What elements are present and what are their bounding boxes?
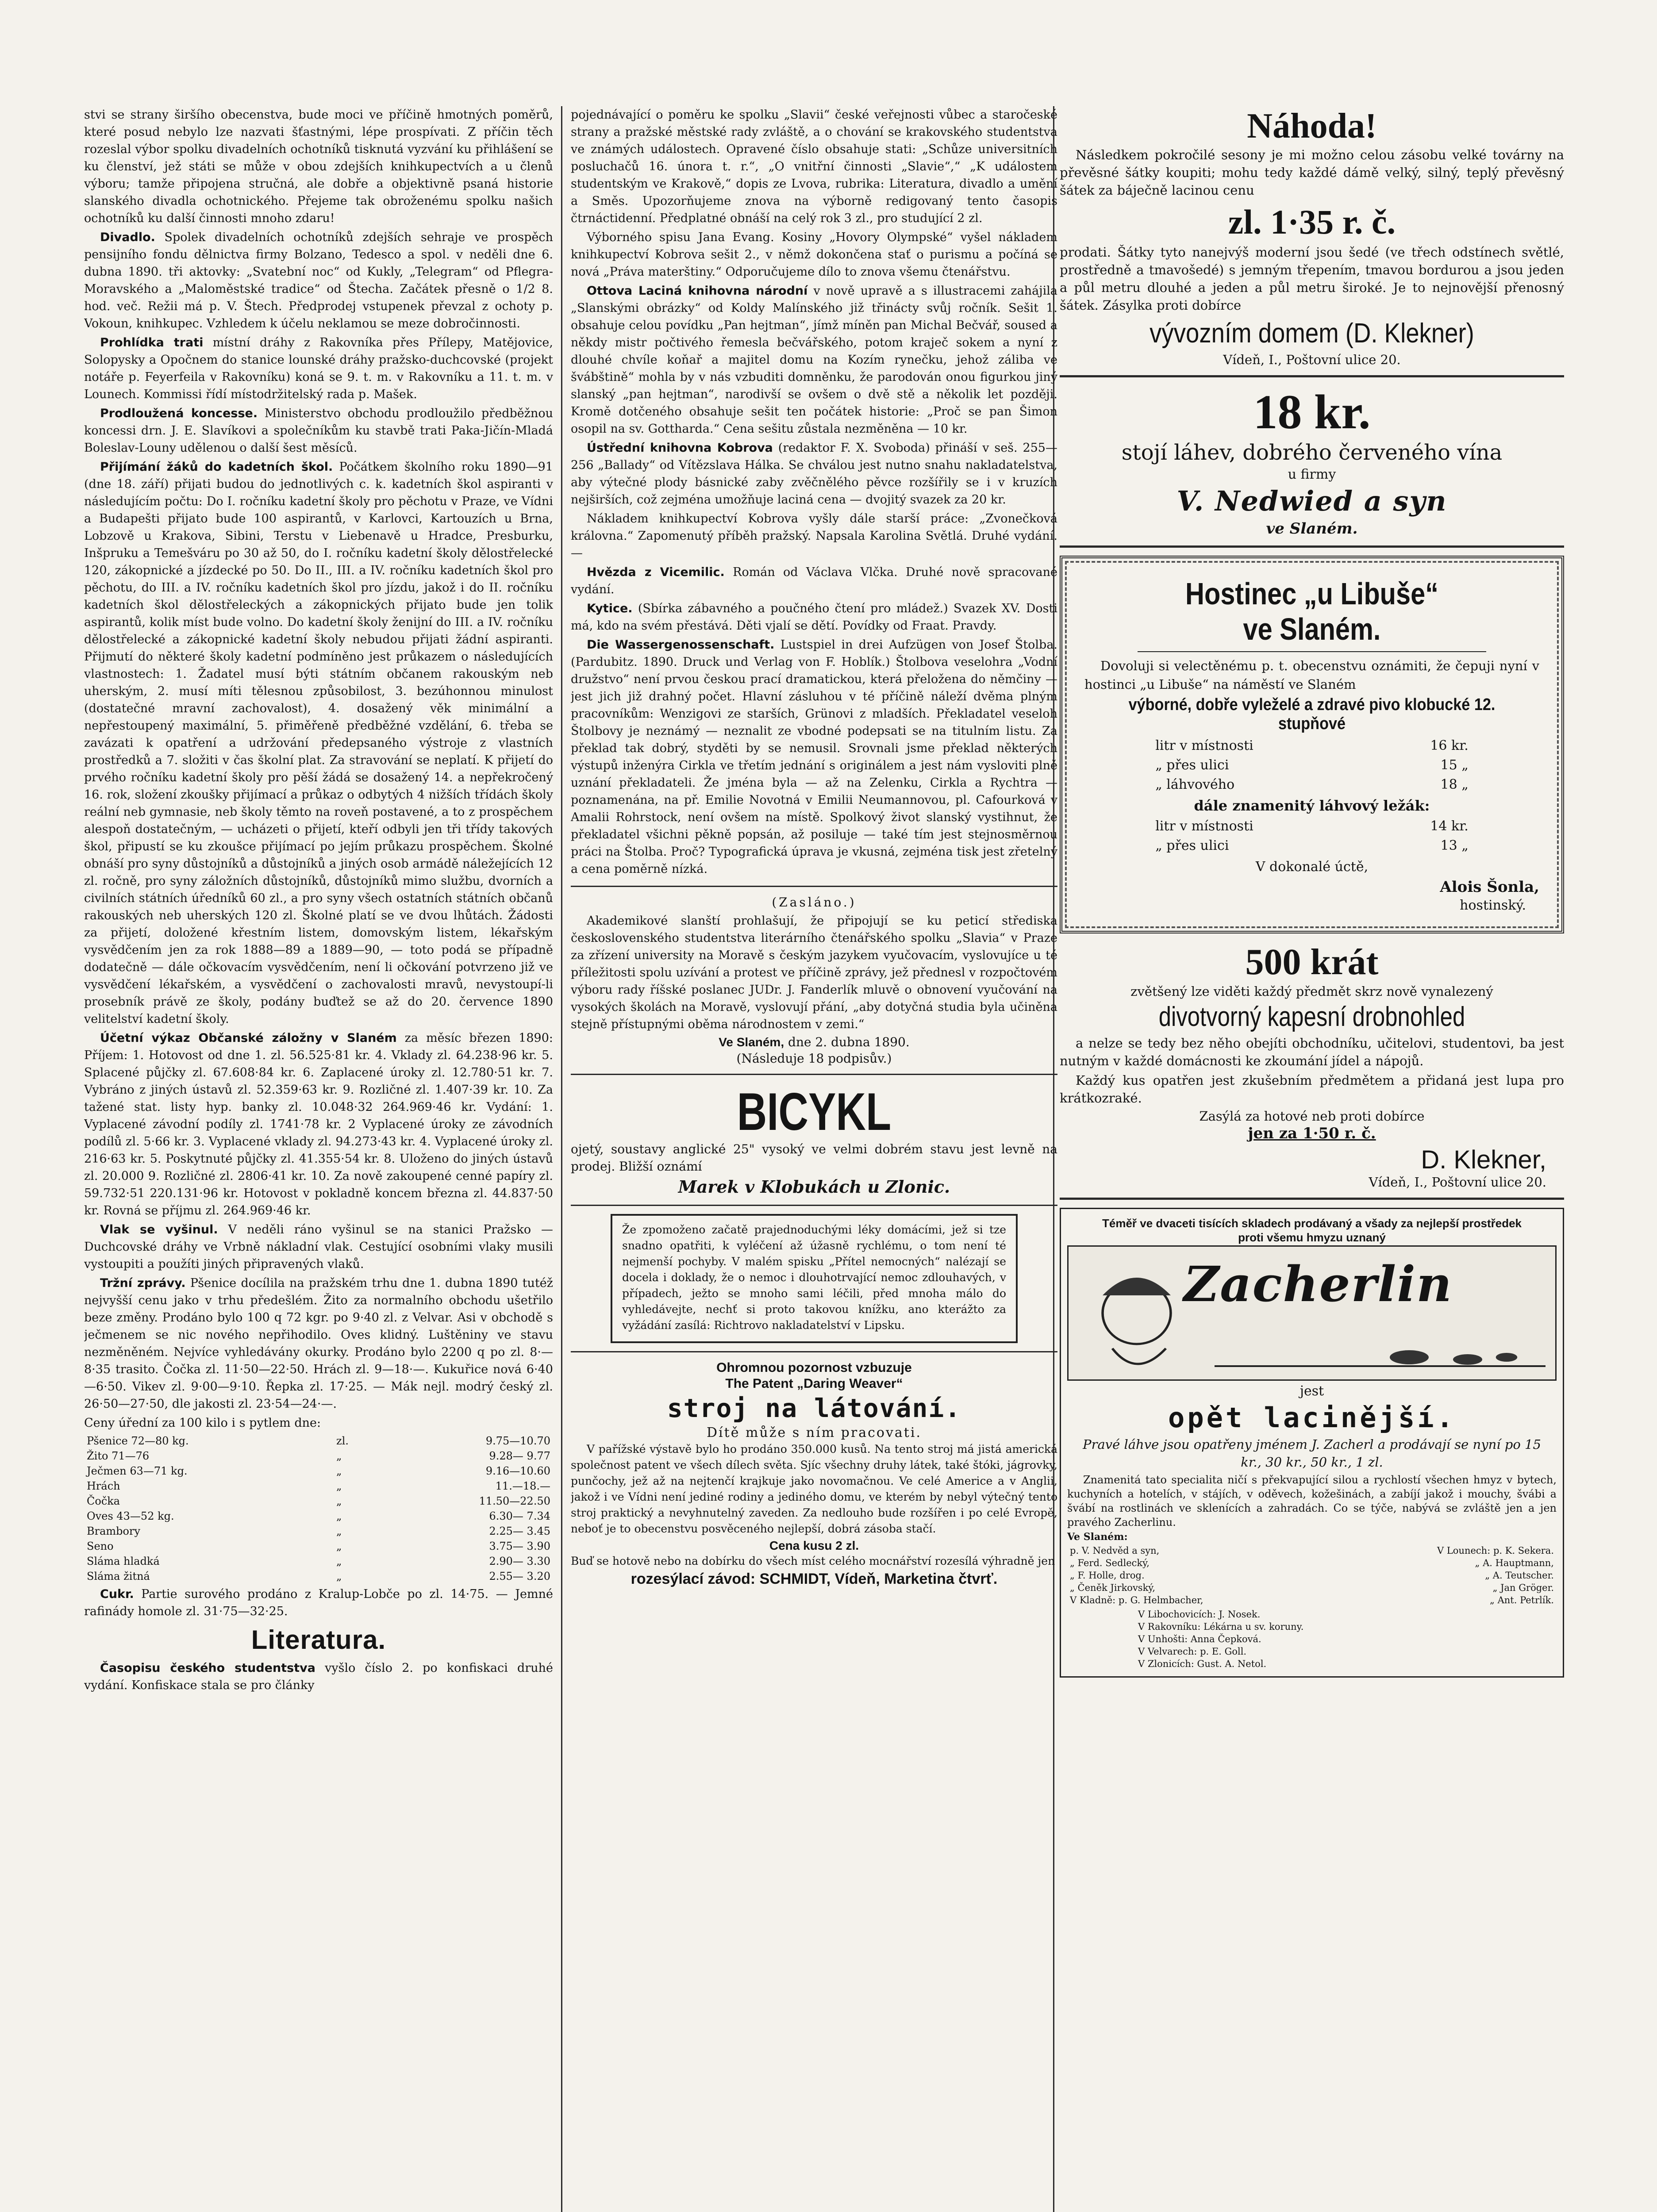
article-heading: Die Wassergenossenschaft. xyxy=(587,638,775,652)
article-heading: Cukr. xyxy=(100,1587,134,1601)
libuse-price-row-cell: 13 „ xyxy=(1440,838,1469,853)
price-row-cell: „ xyxy=(336,1540,342,1552)
wine-ad xyxy=(1060,385,1564,538)
price-row xyxy=(84,1569,553,1584)
article-body: Ministerstvo obchodu prodloužilo předběžnou koncessi drn. J. E. Slavíkovi a společníkům ku stavbě trati Paka-Jičín-Mladá Boleslav-Louny udělenou o další šest měsíců. xyxy=(84,407,553,455)
column-middle xyxy=(571,106,1057,2212)
libuse-price-table-2 xyxy=(1153,817,1471,856)
divider xyxy=(571,1074,1057,1075)
vendor-row-cell: „ Čeněk Jirkovský, xyxy=(1070,1582,1156,1593)
nahoda-title: Náhoda! xyxy=(1247,107,1377,146)
article-heading: Ottova Laciná knihovna národní xyxy=(587,284,808,298)
article-ottova xyxy=(571,282,1057,438)
zaslano-date xyxy=(571,1035,1057,1049)
zacherlin-vendors xyxy=(1067,1544,1557,1606)
daring-intro: Ohromnou pozornost vzbuzuje xyxy=(716,1360,912,1375)
libuse-title-2: ve Slaném. xyxy=(1243,612,1381,646)
price-row-cell: Pšenice 72—80 kg. xyxy=(87,1435,189,1447)
article-text: stvi se strany širšího obecenstva, bude moci ve příčině hmotných poměrů, které posud nebylo lze nazvati šťastnými, lépe prospívati. Z příčin těch rozeslal výbor spolku divadelních ochotníků tisknutá vyzvání ku přihlášení se ku členství, jež státi se může v obou zdejších knihkupectvích a u členů výboru; tamže připojena stručná, ale dobře a objektivně psaná historie slanského divadla ochotnického. Přejeme tak obroženému spolku našich ochotníků ku další činnosti mnoho zdaru! xyxy=(84,108,553,225)
vendor-row-cell: „ Ant. Petrlík. xyxy=(1490,1595,1554,1605)
price-table xyxy=(84,1433,553,1584)
libuse-ad xyxy=(1060,556,1564,933)
microscope-title: 500 krát xyxy=(1245,941,1379,983)
price-row-cell: Ječmen 63—71 kg. xyxy=(87,1465,188,1477)
microscope-text-3: Každý kus opatřen jest zkušebním předmětem a přidaná jest lupa pro krátkozraké. xyxy=(1060,1073,1564,1106)
article-body: V neděli ráno vyšinul se na stanici Pražsko — Duchcovské dráhy ve Vrbně nákladní vlak. Cestující osobními vlaky musili vystoupiti a použíti jiných připravených vlaků. xyxy=(84,1223,553,1271)
libuse-price-row-cell: 14 kr. xyxy=(1430,818,1469,834)
column-left xyxy=(84,106,553,2212)
divider xyxy=(571,1205,1057,1206)
daring-title: stroj na látování. xyxy=(667,1393,961,1423)
price-row-cell: 9.16—10.60 xyxy=(485,1465,550,1477)
article-heading: Účetní výkaz Občanské záložny v Slaném xyxy=(100,1031,397,1045)
price-row-cell: 9.75—10.70 xyxy=(485,1435,550,1447)
article-ustredni xyxy=(571,439,1057,508)
zaslano-text: Akademikové slanští prohlašují, že připojují se ku peticí střediska československého studentstva literárního čtenářského spolku „Slavia“ v Praze za zřízení university na Moravě s českým jazykem vyučovacím, vyslovujíce u té příležitosti spolu uzívání a protest ve příčině zprávy, jež přednesl v rozpočtovém výboru rady říšské poslanec JUDr. J. Fanderlík mluvě o obnovení vyučování na vysokých školách na Moravě, vyslovují přání, „aby dotyčná studia byla učiněna stejně přístupnými oběma národnostem v zemi.“ xyxy=(571,914,1057,1031)
beetle-icon xyxy=(1390,1350,1429,1364)
price-row-cell: „ xyxy=(336,1480,342,1492)
turban-icon xyxy=(1103,1278,1171,1295)
article-trzni xyxy=(84,1275,553,1413)
price-row xyxy=(84,1494,553,1509)
leipzig-ad xyxy=(611,1214,1018,1343)
article-heading: Prohlídka trati xyxy=(100,336,204,349)
price-row-cell: Brambory xyxy=(87,1525,141,1537)
daring-order: Buď se hotově nebo na dobírku do všech míst celého mocnářství rozesílá výhradně jen xyxy=(571,1555,1055,1567)
article-prohlidka xyxy=(84,334,553,403)
divider xyxy=(1060,375,1564,377)
libuse-lezak: dále znamenitý láhvový ležák: xyxy=(1194,797,1430,814)
article-heading: Tržní zprávy. xyxy=(100,1276,186,1290)
price-row-cell: Oves 43—52 kg. xyxy=(87,1510,174,1522)
article-body: Partie surového prodáno z Kralup-Lobče po zl. 14·75. — Jemné rafinády homole zl. 31·75—32·25. xyxy=(84,1587,553,1618)
article-body: vyšlo číslo 2. po konfiskaci druhé vydání. Konfiskace stala se pro články xyxy=(84,1661,553,1692)
price-row-cell: 2.90— 3.30 xyxy=(489,1555,550,1567)
libuse-price-row xyxy=(1153,836,1471,856)
price-row-cell: Seno xyxy=(87,1540,114,1552)
zaslano-place: Ve Slaném, xyxy=(719,1035,784,1049)
daring-name: The Patent „Daring Weaver“ xyxy=(725,1376,903,1391)
article-heading: Vlak se vyšinul. xyxy=(100,1223,218,1237)
libuse-price-row-cell: „ přes ulici xyxy=(1155,757,1229,773)
zaslano-title: (Zasláno.) xyxy=(772,895,857,910)
divider xyxy=(1138,651,1486,652)
vendor-row xyxy=(1067,1557,1557,1569)
libuse-closing: V dokonalé úctě, xyxy=(1255,859,1369,875)
article-heading: Časopisu českého studentstva xyxy=(100,1661,315,1675)
libuse-price-row-cell: „ přes ulici xyxy=(1155,838,1229,853)
beetle-icon xyxy=(1496,1353,1517,1362)
nahoda-price: zl. 1·35 r. č. xyxy=(1228,203,1396,241)
wine-firm-pre: u firmy xyxy=(1288,467,1336,482)
zacherlin-logo: Zacherlin xyxy=(1184,1256,1453,1313)
price-row-cell: „ xyxy=(336,1450,342,1462)
nahoda-address: Vídeň, I., Poštovní ulice 20. xyxy=(1223,352,1401,367)
article-text: pojednávající o poměru ke spolku „Slavii“ české veřejnosti vůbec a staročeské strany a pražské městské rady zvláště, a o chování se krakovského studentstva ve známých událostech. Opravené číslo obsahuje stati: „Schůze universitních posluchačů 16. února t. r.“, „O vnitřní činnosti „Slavie“,“ „K událostem studentským ve Krakově,“ dopis ze Lvova, rubrika: Literatura, divadlo a umění a Směs. Upozorňujeme znova na výborně redigovaný tento časopis čtrnáctidenní. Předplatné obnáší na celý rok 3 zl., pro studující 2 zl. xyxy=(571,108,1057,225)
libuse-price-row-cell: 18 „ xyxy=(1440,777,1469,792)
divider xyxy=(1060,545,1564,548)
article-body: (redaktor F. X. Svoboda) přináší v seš. 255—256 „Ballady“ od Vítězslava Hálka. Se chválou jest nutno snahu nakladatelstva, aby výtečné plody básnické zaby zvěčnělého pěvce rozšířily se i v kruzích nejširších, což zejména umožňuje laciná cena — dvojitý svazek za 20 kr. xyxy=(571,441,1057,507)
article-prijimani xyxy=(84,458,553,1028)
price-row-cell: Sláma žitná xyxy=(87,1570,150,1582)
article-hvezda xyxy=(571,564,1057,598)
libuse-price-row xyxy=(1153,756,1471,775)
bicykl-seller: Marek v Klobukách u Zlonic. xyxy=(678,1177,950,1197)
price-row-cell: „ xyxy=(336,1555,342,1567)
article-divadlo xyxy=(84,229,553,332)
vendor-item: V Zlonicích: Gust. A. Netol. xyxy=(1138,1659,1267,1669)
article-koncesse xyxy=(84,405,553,457)
article-heading: Prodloužená koncesse. xyxy=(100,407,258,420)
libuse-role: hostinský. xyxy=(1460,898,1526,913)
price-row-cell: „ xyxy=(336,1465,342,1477)
zacherlin-vendors-2 xyxy=(1138,1608,1557,1670)
zacherlin-ad xyxy=(1060,1208,1564,1678)
divider xyxy=(1060,1198,1564,1200)
microscope-text-2: a nelze se tedy bez něho obejíti obchodníku, učitelovi, studentovi, ba jest nutným v každé domácnosti ke zkoumání jídel a nápojů. xyxy=(1060,1036,1564,1068)
beetle-icon xyxy=(1453,1354,1482,1365)
leipzig-ad-text: Že zpomoženo začatě prajednoduchými léky domácími, jež si tze snadno opatřiti, k vyléčení až úžasně rychlému, o tom není té nejmenší pochyby. V malém spisku „Přítel nemocných“ nalézají se docela i doklady, že o nemoc i dlouhotrvající nemoc zdlouhavých, v případech, ježto se mnoho sami léčili, před mnoha málo do vyhledávejte, nechť si proto takovou knížku, ano kterážto za vyžádání zasílá: Richtrovo nakladatelství v Lipsku. xyxy=(622,1223,1006,1332)
article-wasser xyxy=(571,636,1057,878)
bicykl-ad xyxy=(571,1083,1057,1197)
vendor-row-cell: V Kladně: p. G. Helmbacher, xyxy=(1070,1595,1203,1605)
price-row xyxy=(84,1539,553,1554)
article-text: Výborného spisu Jana Evang. Kosiny „Hovory Olympské“ vyšel nákladem knihkupectví Kobrova sešit 2., v němž dokončena stať o purismu a počíná se nová „Práva materštiny.“ Odporučujeme dílo to znova všemu čtenářstvu. xyxy=(571,230,1057,279)
price-row-cell: 2.25— 3.45 xyxy=(489,1525,550,1537)
zacherlin-vendors-intro: Ve Slaném: xyxy=(1067,1531,1128,1543)
price-row-cell: zl. xyxy=(336,1435,349,1447)
price-row-cell: 11.50—22.50 xyxy=(479,1495,550,1507)
article-heading: Kytice. xyxy=(587,602,633,615)
microscope-text: zvětšený lze viděti každý předmět skrz nově vynalezený xyxy=(1130,984,1493,999)
vendor-row-cell: p. V. Nedvěd a syn, xyxy=(1070,1545,1160,1556)
vendor-row-cell: „ Ferd. Sedlecký, xyxy=(1070,1558,1150,1568)
libuse-price-row-cell: litr v místnosti xyxy=(1155,738,1253,753)
libuse-price-row-cell: 15 „ xyxy=(1440,757,1469,773)
daring-firm: rozesýlací závod: SCHMIDT, Vídeň, Marketina čtvrť. xyxy=(631,1571,998,1587)
divider xyxy=(571,886,1057,887)
article-body: Pšenice docílila na pražském trhu dne 1. dubna 1890 tutéž nejvyšší cenu jako v trhu předešlém. Žito za normalního obchodu ušetřilo beze změny. Prodáno bylo 100 q 72 kgr. po 9·40 zl. z Velvar. Asi v obchodě s ječmenem se nic nového nepřihodilo. Oves klidný. Luštěniny ve stavu nezměněném. Nejvíce vyhledávány okurky. Prodáno bylo 2200 q po zl. 8·— 8·35 trasito. Čočka zl. 11·50—22·50. Hrách zl. 9—18·—. Kukuřice nová 6·40—6·50. Vikev zl. 9·00—9·10. Řepka zl. 17·25. — Mák nejl. modrý český zl. 26·50—27·50, dle jakosti zl. 23·54—24·—. xyxy=(84,1276,553,1411)
nahoda-ad xyxy=(1060,106,1564,367)
article-body: Lustspiel in drei Aufzügen von Josef Štolba. (Pardubitz. 1890. Druck und Verlag von F. Hoblík.) Štolbova veselohra „Vodní družstvo“ není prvou českou prací dramatickou, která přeložena do němčiny — jest jich již drahný počet. Hlavní zásluhou v té příčině náleží dvěma plným pracovníkům: Wenzigovi ze starších, Grünovi z mladších. Překladatel veseloh Štolbovy je neznámý — neznalit ze vbodné podepsati se na titulním listu. Za překlad tak dobrý, styděti by se nemusil. Srovnali jsme překlad některých výstupů inženýra Cirkla ve třetím jednání s originálem a jest nám vysloviti plně uznání překladateli. Že jména byla — až na Zelenku, Cirkla a Rychtra — poznamenána, na př. Emilie Novotná v Emilii Neumannovou, pl. Cafourková v Amalii Rohrstock, není ovšem na místě. Spolkový život slanský vystihnut, že překladatel všichni pěkně popsán, až posiluje — také tím jest stejnosměrnou práci na Štolba. Proč? Typografická úprava je vkusná, zejména tisk jest zřetelný a cena poměrně nízká. xyxy=(571,638,1057,876)
libuse-price-row xyxy=(1153,817,1471,836)
article-heading: Přijímání žáků do kadetních škol. xyxy=(100,460,333,474)
article-body: místní dráhy z Rakovníka přes Přílepy, Matějovice, Solopysky a Opočnem do stanice lounské dráhy pražsko-duchcovské (projekt notáře p. Feyerfeila v Rakovníku) koná se 9. t. m. v Rakovníku a 11. t. m. v Lounech. Kommissi řídí místodržitelský rada p. Mašek. xyxy=(84,336,553,401)
vendor-row-cell: „ A. Hauptmann, xyxy=(1475,1558,1554,1568)
article-heading: Hvězda z Vicemilic. xyxy=(587,565,725,579)
zacherlin-cheap: opět lacinější. xyxy=(1168,1402,1456,1434)
price-row xyxy=(84,1524,553,1539)
zacherlin-banner xyxy=(1067,1245,1557,1381)
price-row xyxy=(84,1509,553,1524)
vendor-row xyxy=(1067,1544,1557,1557)
bicykl-text: ojetý, soustavy anglické 25" vysoký ve velmi dobrém stavu jest levně na prodej. Bližší oznámí xyxy=(571,1142,1057,1174)
article-body: Román od Václava Vlčka. Druhé nově spracované vydání. xyxy=(571,565,1057,596)
price-row-cell: 3.75— 3.90 xyxy=(489,1540,550,1552)
article-casopis xyxy=(84,1659,553,1694)
article-body: v nově upravě a s illustracemi zahájila „Slanskými obrázky“ od Koldy Malínského již třinácty svůj ročník. Sešit 1. obsahuje celou povídku „Pan hejtman“, jímž míněn pan Michal Bečvář, soused a někdy mistr počtivého řemesla bečvářského, potom kraječ sokem a nyní z dlouhé chvíle koňař a majitel domu na Kozím rynečku, jehož záliba ve švábštině“ mohla by v nás vzbuditi domněnku, že parodován onou figurkou jiný slanský „pan hejtman“, narodivší se ovšem o dvě stě a několik let později. Kromě dotčeného obsahuje sešit ten počátek historie: „Proč se pan Šimon osopil na sv. Gottharda.“ Cena sešitu zůstala nezměněna — 10 kr. xyxy=(571,284,1057,436)
daring-weaver-ad xyxy=(571,1360,1057,1588)
libuse-price-row xyxy=(1153,775,1471,795)
article-heading: Ústřední knihovna Kobrova xyxy=(587,441,773,455)
price-row-cell: Čočka xyxy=(87,1495,120,1507)
article-vlak xyxy=(84,1221,553,1273)
article-body: (Sbírka zábavného a poučného čtení pro mládež.) Svazek XV. Dosti má, kdo na svém přestává. Děti vjalí se dětí. Povídky od Fraat. Pravdy. xyxy=(571,602,1057,633)
microscope-address: Vídeň, I., Poštovní ulice 20. xyxy=(1369,1175,1546,1190)
column-right xyxy=(1060,106,1564,2212)
price-row-cell: Hrách xyxy=(87,1480,120,1492)
column-rule xyxy=(561,106,562,2212)
divider xyxy=(571,1351,1057,1352)
wine-price: 18 kr. xyxy=(1253,385,1371,439)
wine-firm: V. Nedwied a syn xyxy=(1176,485,1447,517)
microscope-firm: D. Klekner, xyxy=(1421,1145,1546,1174)
bicykl-title: BICYKL xyxy=(737,1082,892,1141)
article-body: Počátkem školního roku 1890—91 (dne 18. září) přijati budou do jednotlivých c. k. kadetních škol aspiranti v následujícím počtu: Do I. ročníku kadetní školy pro pěchotu v Praze, ve Vídni a Budapešti přijato bude 100 aspirantů, v Karlovci, Kartouzích u Brna, Lobzově u Krakova, Sibini, Terstu v Liebenavě u Hradce, Presburku, Inšpruku a Temešváru po 30 až 50, do I. ročníku kadetní školy dělostřelecké 120, zákopnické a jízdecké po 50. Do II., III. a IV. ročníku kadetních škol pro pěchotu, do III. a IV. ročníku kadetních škol pro jízdu, jakož i do II. ročníku kadetních škol dělostřeleckých a zákopnických přijato bude jen tolik aspirantů, kolik míst bude volno. Do kadetní školy ženijní do III. a IV. ročníku dělostřelecké a zákopnické kadetní školy nebudou přijati žádní aspiranti. Přijmutí do některé školy kadetní podmíněno jest průkazem o následujících vlastnostech: 1. Žadatel musí býti státním občanem rakouským neb uherským, 2. musí míti tělesnou způsobilost, 3. bezúhonnou minulost (dostatečné mravní zachovalost), 4. dosažený věk minimální a nepřestoupený maximální, 5. přiměřeně předběžné vzdělání, 6. třeba se zavázati k opatření a udržování předepsaného výstroje z vlastních prostředků a 7. složiti v čas školní plat. Za stravování se neplatí. K přijetí do prvého ročníku kadetní školy pro pěší žádá se dosažený 14. a nepřekročený 16. rok, složení zkoušky přijímací a průkaz o odbytých 4 nižších třídách školy reální neb gymnasie, neb školy těmto na roveň postavené, a to z prospěchem alespoň dostatečným, — ucházeti o přijetí, kteří odbyli jen tři třídy takových škol, připustí se ku zkoušce přijímací po jejím průkazu prospěchem. Školné obnáší pro syny důstojníků a důstojníků a jiných osob armádě náležejících 12 zl. ročně, pro syny záložních důstojníků, důstojníků mimo službu, dvorních a civilních státních úředníků 60 zl., a pro syny všech ostatních státních občanů rakouských neb uherských 120 zl. Školné platí se ve dvou lhůtách. Žádosti za přijetí, doložené křestním listem, domovským listem, lékařským vysvědčením jen za rok 1888—89 a 1889—90, — toto podá se případně dodatečně — dále očkovacím vysvědčením, není li očkování potvrzeno již ve vysvědčení lékařském, a vysvědčení o zachovalosti mravů, nevystoupí-li prosebník právě ze školy, podány buďtež se až do 20. července 1890 velitelství kadetní školy. xyxy=(84,460,553,1026)
price-row xyxy=(84,1463,553,1479)
figure-beard-icon xyxy=(1112,1348,1166,1364)
price-row-cell: 2.55— 3.20 xyxy=(489,1570,550,1582)
price-row-cell: „ xyxy=(336,1510,342,1522)
price-row-cell: 9.28— 9.77 xyxy=(489,1450,550,1462)
price-row xyxy=(84,1433,553,1448)
price-row-cell: Žito 71—76 xyxy=(87,1450,150,1462)
vendor-item: V Rakovníku: Lékárna u sv. koruny. xyxy=(1138,1621,1304,1632)
microscope-text-4: Zasýlá za hotové neb proti dobírce xyxy=(1199,1109,1425,1124)
libuse-price-table xyxy=(1153,736,1471,795)
price-row-cell: „ xyxy=(336,1525,342,1537)
price-row-cell: 11.—18.— xyxy=(495,1480,550,1492)
article-ucetni xyxy=(84,1029,553,1219)
price-row xyxy=(84,1479,553,1494)
wine-text: stojí láhev, dobrého červeného vína xyxy=(1121,440,1503,465)
vendor-row xyxy=(1067,1594,1557,1606)
daring-text: V pařížské výstavě bylo ho prodáno 350.000 kusů. Na tento stroj má jistá americká společnost patent ve všech dílech světa. Sjíc všechny druhy látek, také štóki, jágrovky, punčochy, jež až na nejtenčí krajkuje jako novomačnou. Ve celé Americe a v Anglii, jakož i ve Vídni není jediné rodiny a jediného domu, ve kterém by nebyl výtečný tento stroj praktický a nevyhnutelný zaveden. Za nedlouho bude rozšířen i po celé Evropě, neboť je to obecenstvu posvěceného nejlepší, dobrá zásoba stačí. xyxy=(571,1443,1057,1535)
zacherlin-head: Téměř ve dvaceti tisících skladech prodávaný a všady za nejlepší prostředek proti všemu hmyzu uznaný xyxy=(1102,1217,1522,1244)
article-body: za měsíc březen 1890: Příjem: 1. Hotovost od dne 1. zl. 56.525·81 kr. 4. Vklady zl. 64.238·96 kr. 5. Splacené půjčky zl. 67.608·84 kr. 6. Zaplacené úroky zl. 12.780·51 kr. 7. Vybráno z jiných ústavů zl. 52.359·63 kr. 9. Rozličné zl. 1.407·39 kr. 10. Za tažené stat. listy hyp. banky zl. 10.048·32 264.969·46 kr. Vydání: 1. Vyplacené závodní podíly zl. 1741·78 kr. 2 Vyplacené úroky ze závodních podílů zl. 5·66 kr. 3. Vyplacené vklady zl. 94.273·43 kr. 4. Vyplacené úroky zl. 216·63 kr. 5. Poskytnuté půjčky zl. 41.355·54 kr. 8. Uloženo do jiných ústavů zl. 20.000 9. Rozličné zl. 2806·41 kr. 10. Za nově zakoupené cenné papíry zl. 59.732·51 220.131·96 kr. Hotovost v pokladně koncem března zl. 44.837·50 kr. Rovná se příjmu zl. 264.969·46 kr. xyxy=(84,1031,553,1217)
article-body: Spolek divadelních ochotníků zdejších sehraje ve prospěch pensijního fondu dělnictva firmy Bolzano, Tedesco a spol. v neděli dne 6. dubna 1890. tři aktovky: „Svatební noc“ od Kukly, „Telegram“ od Pflegra-Moravského a „Maloměstské tradice“ od Štecha. Začátek přesně o 1/2 8. hod. več. Režii má p. V. Štech. Předprodej vstupenek převzal z ochoty p. Vokoun, knihkupec. Vzhledem k účelu neklamou se meze dobročinnosti. xyxy=(84,230,553,330)
vendor-item: V Libochovicích: J. Nosek. xyxy=(1138,1609,1261,1620)
section-title-literatura: Literatura. xyxy=(251,1625,386,1655)
price-row xyxy=(84,1554,553,1569)
nahoda-text-2: prodati. Šátky tyto nanejvýš moderní jsou šedé (ve třech odstínech světlé, prostředně a tmavošedé) s jemným třepením, tmavou bordurou a jsou jeden a půl metru dlouhé a jeden a půl metru široké. Je to nejnovější přenosný šátek. Zásylka proti dobírce xyxy=(1060,245,1564,313)
zacherlin-text: Pravé láhve jsou opatřeny jménem J. Zacherl a prodávají se nyní po 15 kr., 30 kr., 50 kr., 1 zl. xyxy=(1083,1437,1541,1470)
microscope-title-2: divotvorný kapesní drobnohled xyxy=(1158,1002,1465,1032)
price-row-cell: 6.30— 7.34 xyxy=(489,1510,550,1522)
price-row-cell: „ xyxy=(336,1495,342,1507)
daring-price: Cena kusu 2 zl. xyxy=(769,1539,859,1552)
price-row-cell: Sláma hladká xyxy=(87,1555,160,1567)
microscope-price: jen za 1·50 r. č. xyxy=(1248,1125,1376,1142)
price-row xyxy=(84,1448,553,1463)
libuse-price-row-cell: „ láhvového xyxy=(1155,777,1235,792)
nahoda-text: Následkem pokročilé sesony je mi možno celou zásobu velké továrny na převěsné šátky koupiti; mohu tedy každé dámě velký, silný, teplý převěsný šátek za báječně lacinou cenu xyxy=(1060,147,1564,198)
zacherlin-text-2: Znamenitá tato specialita ničí s překvapující silou a rychlostí všechen hmyz v bytech, kuchyních a hotelích, v stájích, v oděvech, kožešinách, a zabíjí jakož i mouchy, švábi a švábí na rostlinách ve sklenících a zahradách. Co se týče, nabývá se zvláště jen a jen pravého Zacherlinu. xyxy=(1067,1474,1557,1528)
article-kytice xyxy=(571,600,1057,634)
libuse-price-row-cell: 16 kr. xyxy=(1430,738,1469,753)
vendor-row-cell: „ A. Teutscher. xyxy=(1485,1570,1554,1581)
wine-place: ve Slaném. xyxy=(1266,520,1358,538)
zaslano-date-text: dne 2. dubna 1890. xyxy=(788,1035,910,1049)
libuse-signature: Alois Šonla, xyxy=(1440,878,1539,896)
nahoda-firm: vývozním domem (D. Klekner) xyxy=(1150,318,1474,349)
article-cukr xyxy=(84,1586,553,1620)
libuse-price-row-cell: litr v místnosti xyxy=(1155,818,1253,834)
libuse-price-row xyxy=(1153,736,1471,756)
zaslano-signatures: (Následuje 18 podpisův.) xyxy=(736,1051,892,1066)
vendor-row-cell: V Lounech: p. K. Sekera. xyxy=(1437,1545,1554,1556)
vendor-row xyxy=(1067,1569,1557,1582)
vendor-item: V Unhošti: Anna Čepková. xyxy=(1138,1634,1261,1644)
libuse-beer: výborné, dobře vyleželé a zdravé pivo klobucké 12. stupňové xyxy=(1128,695,1496,733)
prices-intro: Ceny úřední za 100 kilo i s pytlem dne: xyxy=(84,1416,321,1430)
vendor-row-cell: „ F. Holle, drog. xyxy=(1070,1570,1145,1581)
vendor-item: V Velvarech: p. E. Goll. xyxy=(1138,1646,1247,1657)
microscope-ad xyxy=(1060,941,1564,1190)
vendor-row xyxy=(1067,1582,1557,1594)
libuse-text: Dovoluji si velectěnému p. t. obecenstvu oznámiti, že čepuji nyní v hostinci „u Libuše“ na náměstí ve Slaném xyxy=(1084,658,1539,692)
zacherlin-jest: jest xyxy=(1299,1383,1324,1399)
vendor-row-cell: „ Jan Gröger. xyxy=(1492,1582,1554,1593)
article-text: Nákladem knihkupectví Kobrova vyšly dále starší práce: „Zvonečková královna.“ Zapomenutý příběh pražský. Napsala Karolina Světlá. Druhé vydání. — xyxy=(571,512,1057,560)
price-row-cell: „ xyxy=(336,1570,342,1582)
article-heading: Divadlo. xyxy=(100,230,155,244)
daring-sub: Dítě může s ním pracovati. xyxy=(706,1425,922,1440)
libuse-title: Hostinec „u Libuše“ xyxy=(1185,576,1438,611)
